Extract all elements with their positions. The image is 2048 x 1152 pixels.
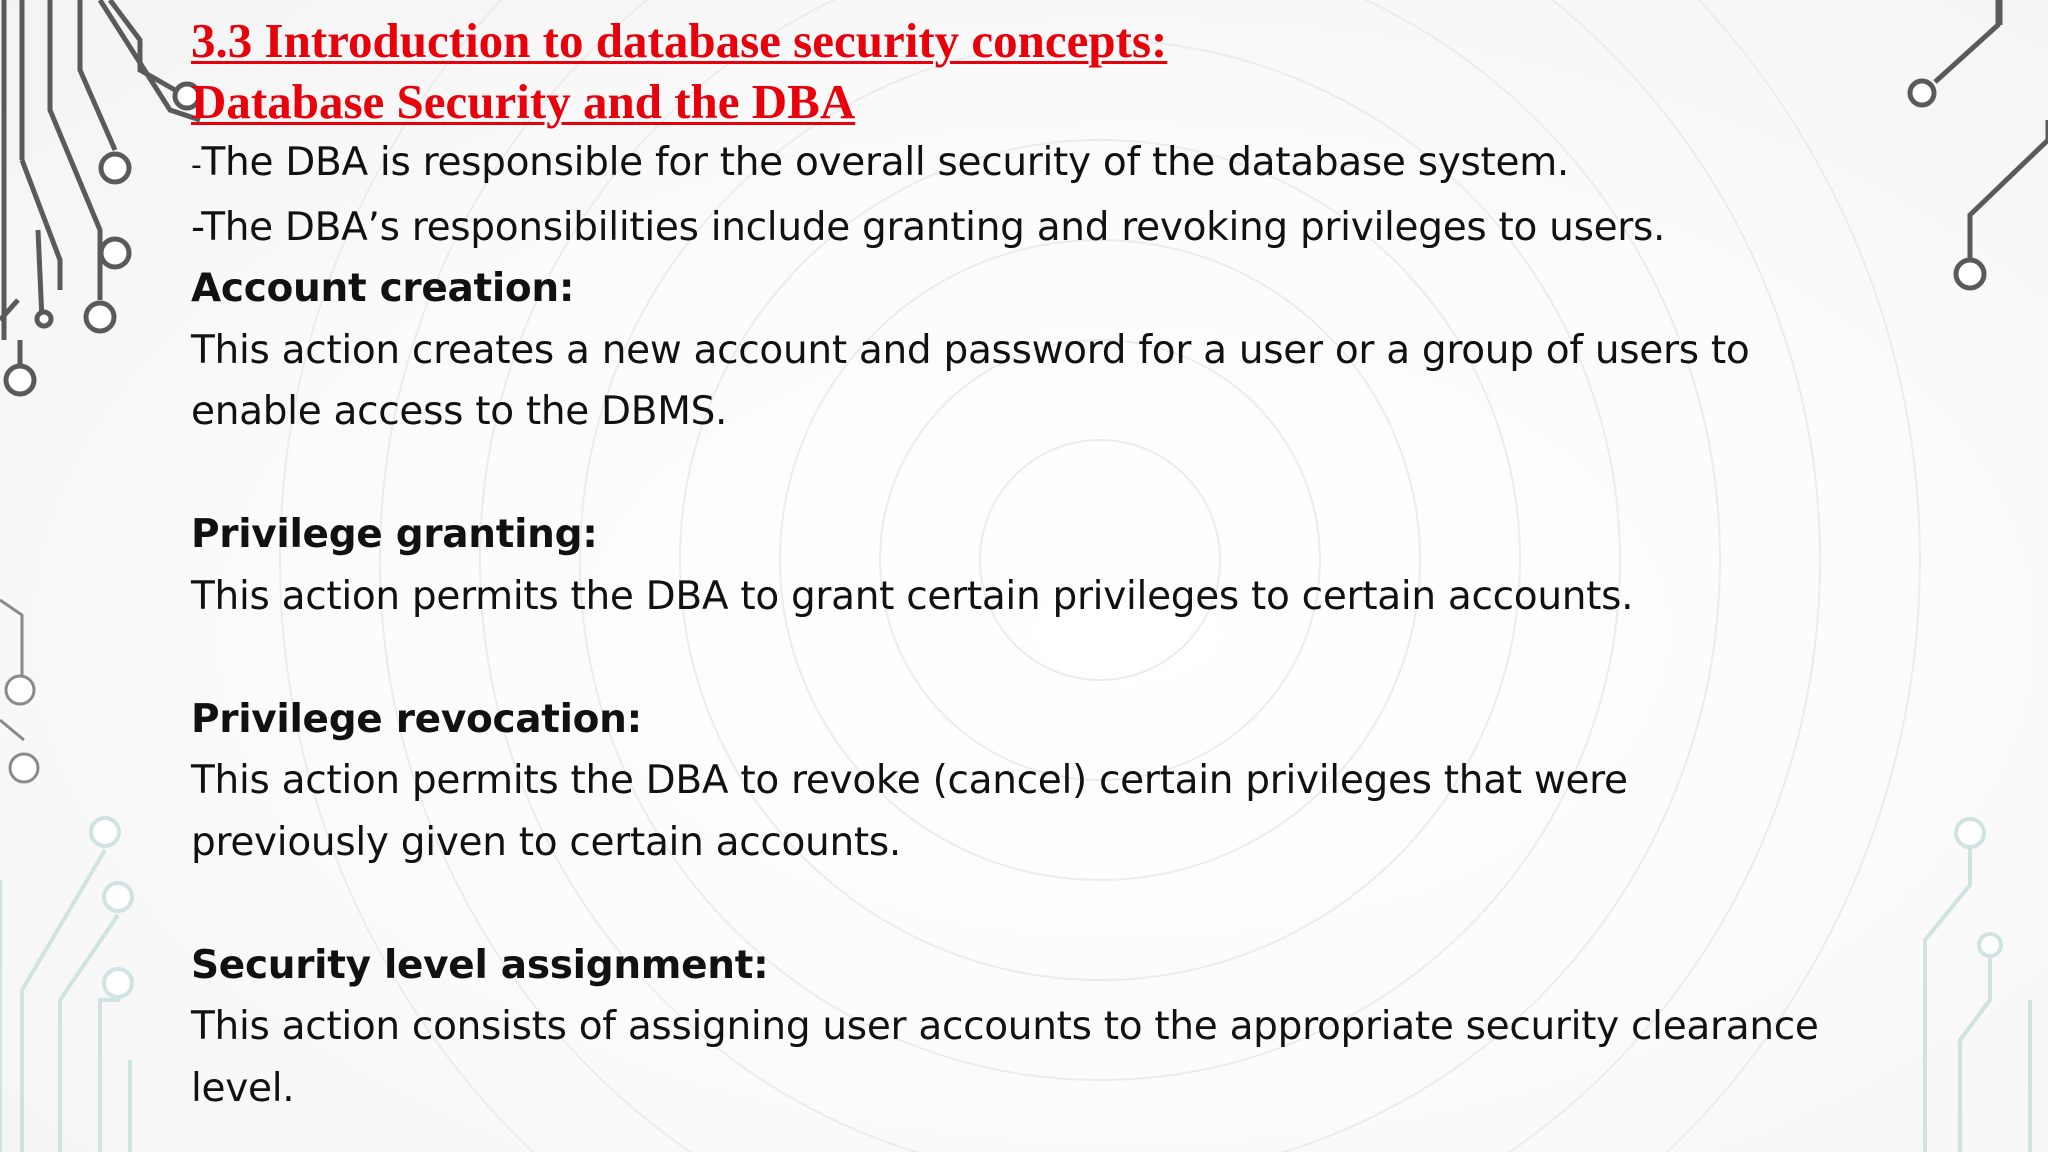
section-heading-privilege-revocation: Privilege revocation:	[191, 696, 642, 742]
slide-content	[191, 10, 1991, 1119]
section-heading-security-level-assignment: Security level assignment:	[191, 942, 769, 988]
section-body-line: enable access to the DBMS.	[191, 389, 728, 434]
spacer	[191, 873, 1991, 935]
circuit-top-left	[0, 0, 200, 394]
section-body-line: This action consists of assigning user accounts to the appropriate security clearance	[191, 1004, 1819, 1049]
section-body-line: This action permits the DBA to grant certain privileges to certain accounts.	[191, 573, 1634, 619]
intro-line: -The DBA is responsible for the overall security of the database system.	[191, 140, 1569, 185]
intro-text-2: The DBA’s responsibilities include granting and revoking privileges to users.	[201, 204, 1666, 250]
section-body-line: previously given to certain accounts.	[191, 819, 901, 865]
spacer	[191, 627, 1991, 689]
intro-text-1: The DBA is responsible for the overall security of the database system.	[201, 140, 1569, 185]
spacer	[191, 443, 1991, 505]
section-body-line: This action permits the DBA to revoke (cancel) certain privileges that were	[191, 758, 1628, 803]
section-body-line: level.	[191, 1065, 295, 1111]
intro-line: -The DBA’s responsibilities include granting and revoking privileges to users.	[191, 204, 1666, 250]
slide-title-line-2: Database Security and the DBA	[191, 74, 856, 129]
section-heading-privilege-granting: Privilege granting:	[191, 512, 598, 557]
slide-title-line-1: 3.3 Introduction to database security concepts:	[191, 13, 1168, 68]
circuit-bottom-left	[0, 818, 132, 1152]
section-heading-account-creation: Account creation:	[191, 266, 575, 311]
section-body-line: This action creates a new account and password for a user or a group of users to	[191, 327, 1750, 373]
